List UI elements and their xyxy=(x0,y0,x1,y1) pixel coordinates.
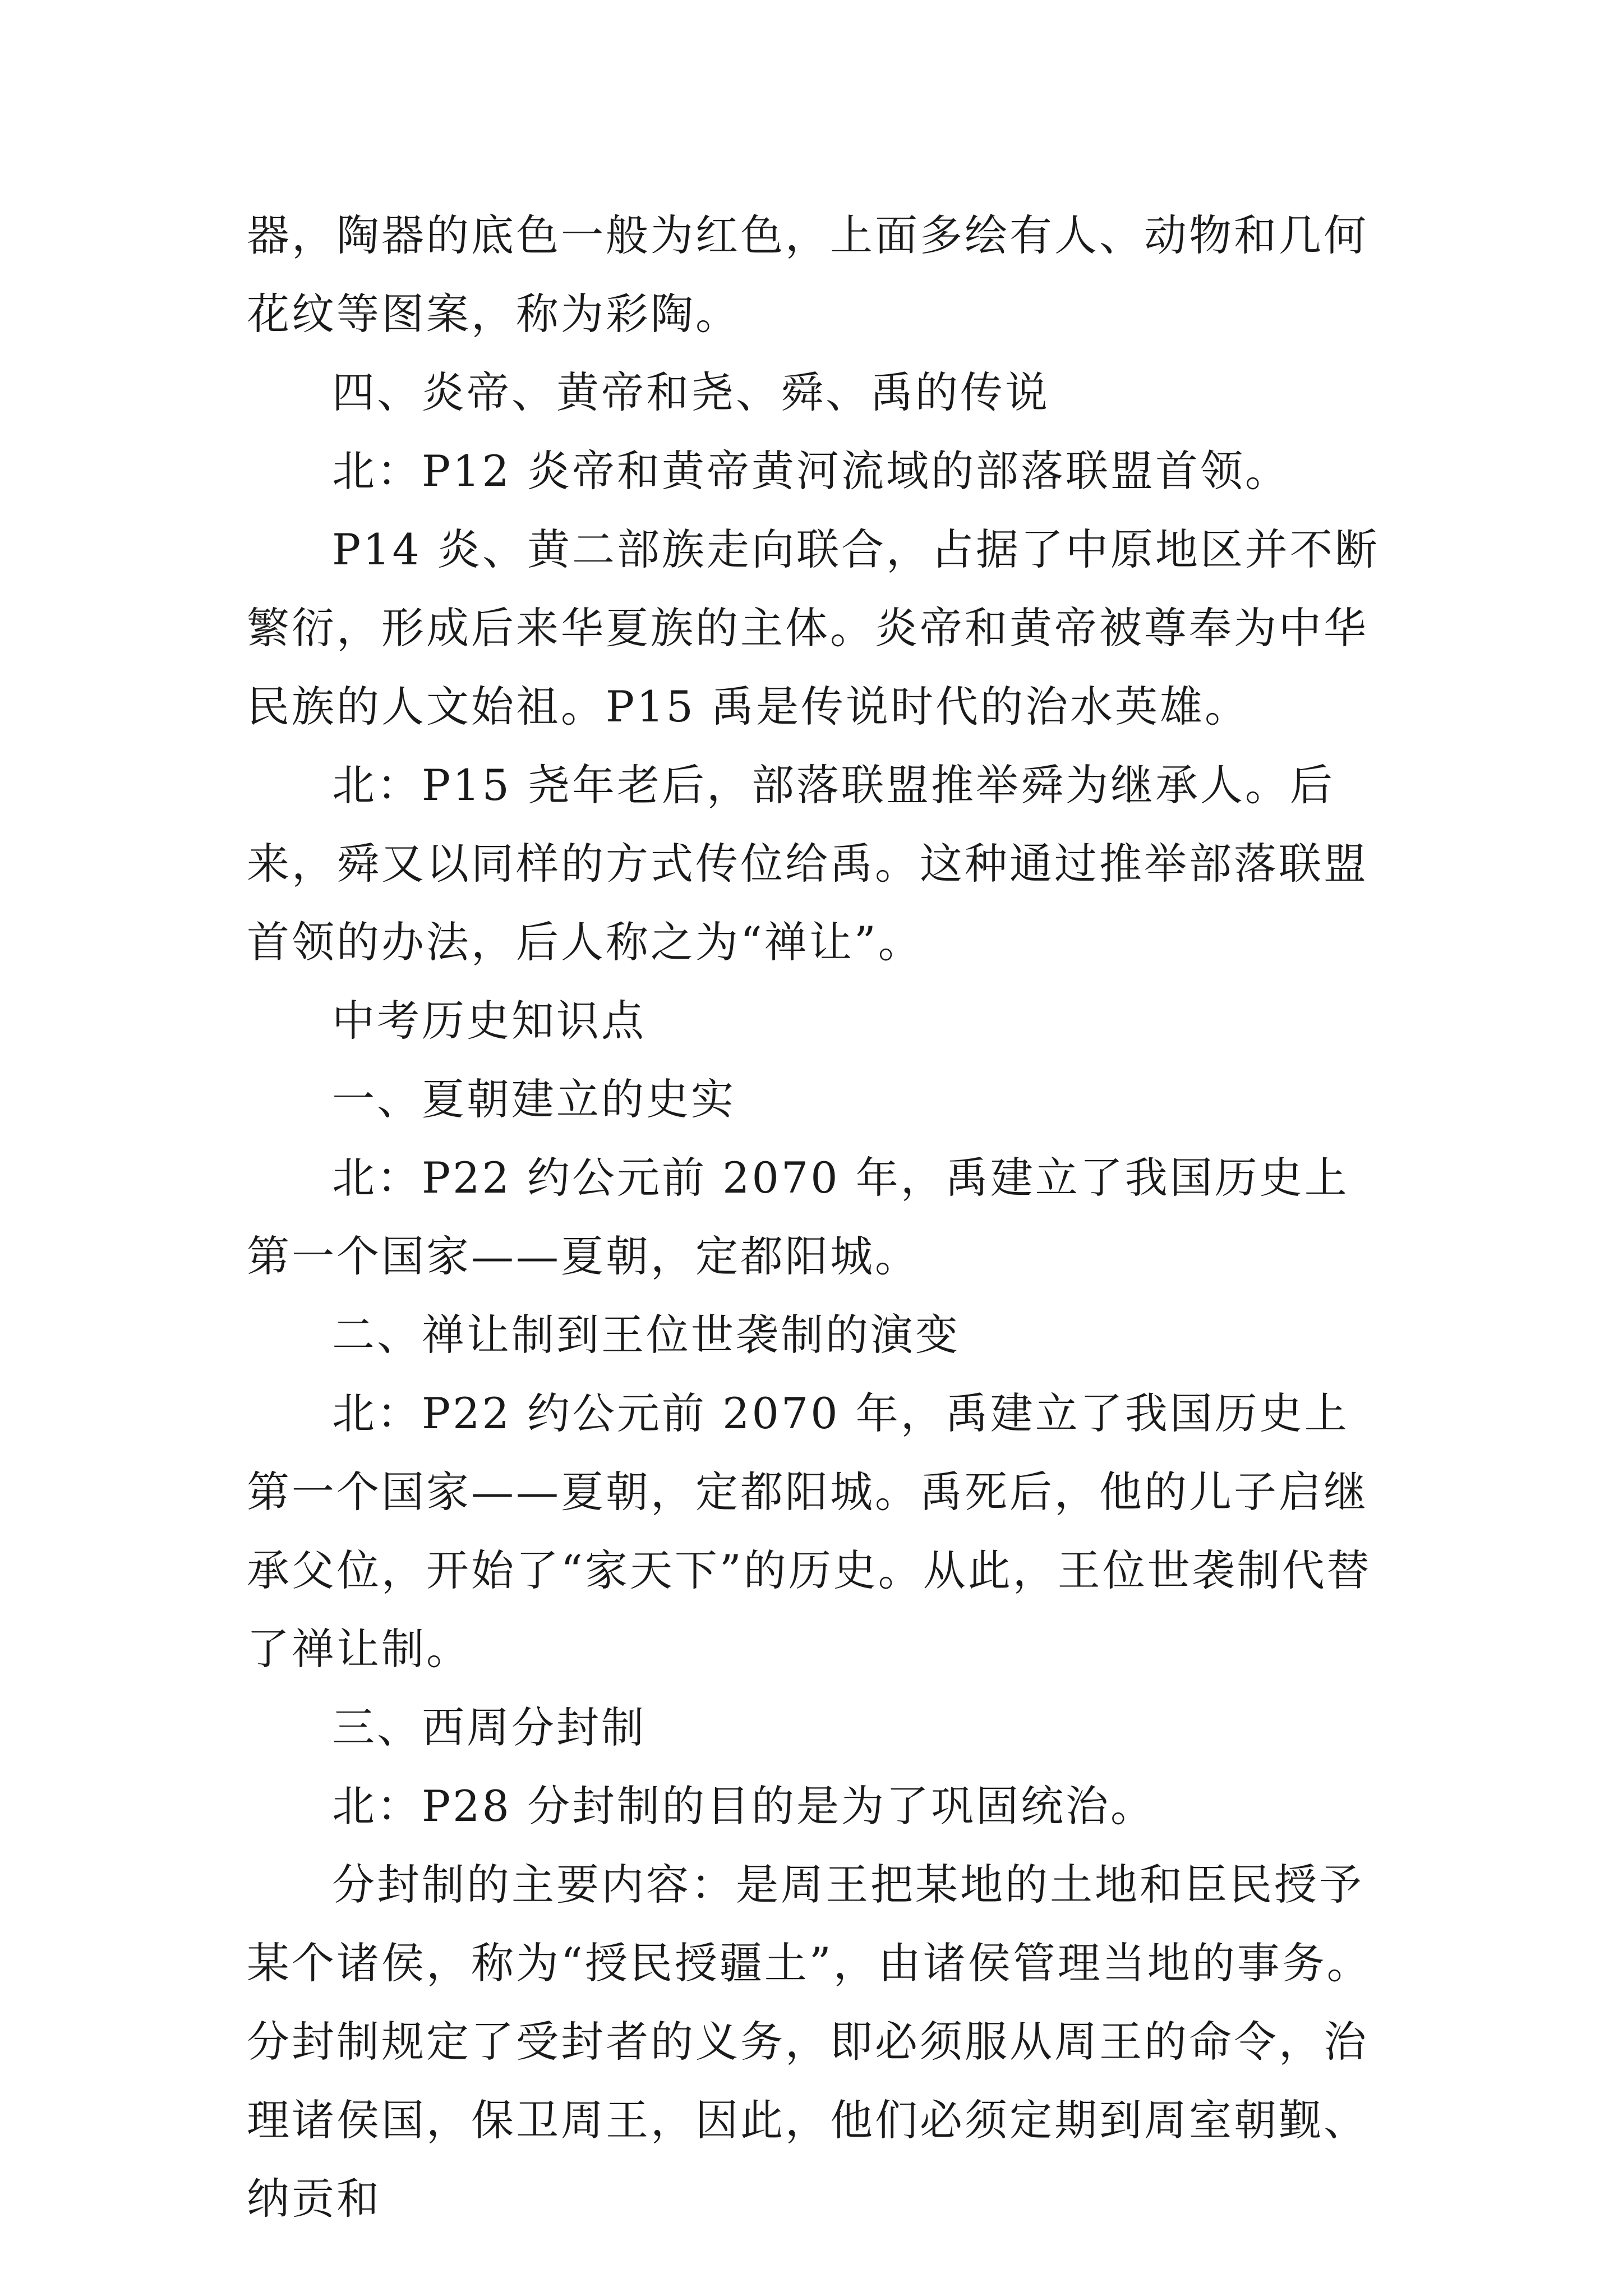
paragraph: 北：P22 约公元前 2070 年，禹建立了我国历史上第一个国家——夏朝，定都阳城。禹死后，他的儿子启继承父位，开始了“家天下”的历史。从此，王位世袭制代替了禅让制。 xyxy=(247,1388,1372,1674)
paragraph: 北：P15 尧年老后，部落联盟推举舜为继承人。后来，舜又以同样的方式传位给禹。这种通过推举部落联盟首领的办法，后人称之为“禅让”。 xyxy=(247,760,1368,967)
paragraph: 北：P12 炎帝和黄帝黄河流域的部落联盟首领。 xyxy=(332,446,1290,496)
paragraph-continuation: 器，陶器的底色一般为红色，上面多绘有人、动物和几何花纹等图案，称为彩陶。 xyxy=(247,210,1368,339)
paragraph: P14 炎、黄二部族走向联合，占据了中原地区并不断繁衍，形成后来华夏族的主体。炎帝和黄帝被尊奉为中华民族的人文始祖。P15 禹是传说时代的治水英雄。 xyxy=(247,524,1380,731)
document-body xyxy=(247,196,1380,2238)
section-heading-fengjian: 三、西周分封制 xyxy=(332,1703,646,1752)
section-heading-xia: 一、夏朝建立的史实 xyxy=(332,1074,736,1124)
section-heading-succession: 二、禅让制到王位世袭制的演变 xyxy=(332,1310,960,1360)
section-heading-knowledge: 中考历史知识点 xyxy=(332,996,646,1046)
paragraph: 北：P28 分封制的目的是为了巩固统治。 xyxy=(332,1781,1156,1831)
paragraph: 北：P22 约公元前 2070 年，禹建立了我国历史上第一个国家——夏朝，定都阳城。 xyxy=(247,1153,1349,1281)
paragraph: 分封制的主要内容：是周王把某地的土地和臣民授予某个诸侯，称为“授民授疆土”，由诸侯管理当地的事务。分封制规定了受封者的义务，即必须服从周王的命令，治理诸侯国，保卫周王，因此，他们必须定期到周室朝觐、纳贡和 xyxy=(247,1860,1372,2224)
section-heading-legends: 四、炎帝、黄帝和尧、舜、禹的传说 xyxy=(332,367,1050,417)
